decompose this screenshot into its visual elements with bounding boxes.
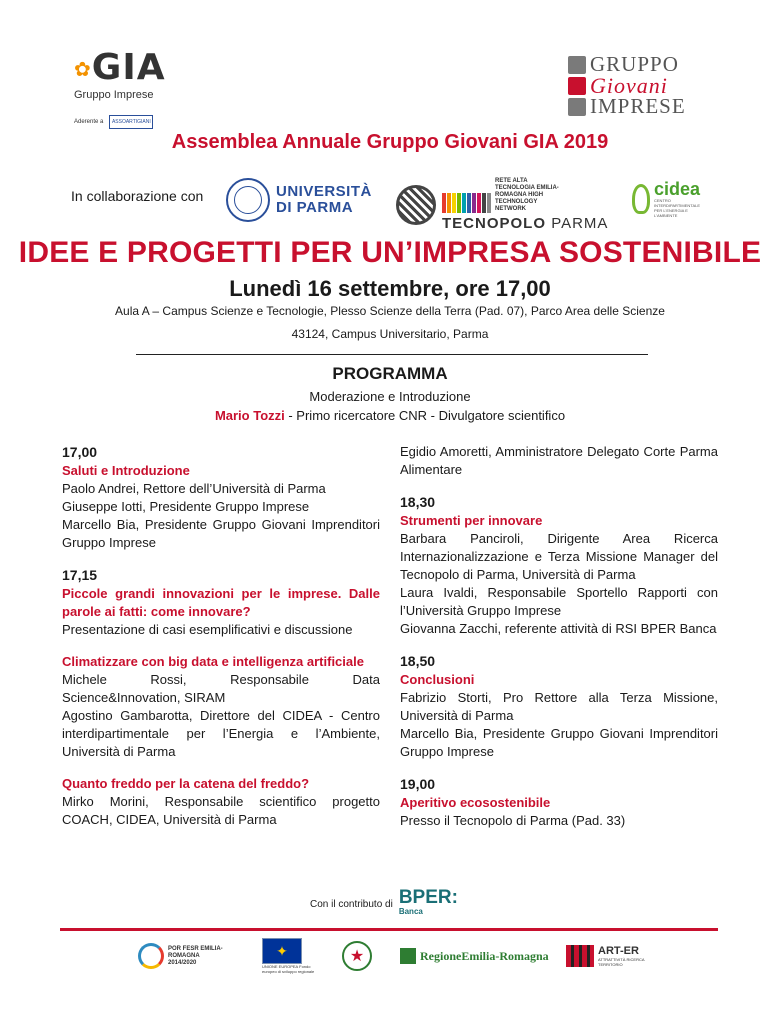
session-time: 18,50 xyxy=(400,653,436,669)
moderator-name: Mario Tozzi xyxy=(214,408,285,423)
session-time: 18,30 xyxy=(400,494,436,510)
speaker-line: Mirko Morini, Responsabile scientifico progetto COACH, CIDEA, Università di Parma xyxy=(62,794,380,827)
tecnopolo-sphere-icon xyxy=(396,185,436,225)
program-block xyxy=(62,775,380,829)
tecnopolo-network-text: RETE ALTA TECNOLOGIA EMILIA-ROMAGNA HIGH TECHNOLOGY NETWORK xyxy=(495,178,559,212)
italian-republic-emblem xyxy=(342,938,372,974)
por-fesr-text: POR FESR EMILIA-ROMAGNA 2014/2020 xyxy=(168,945,223,966)
bper-logo xyxy=(399,888,458,916)
event-venue-line1: Aula A – Campus Scienze e Tecnologie, Plesso Scienze della Terra (Pad. 07), Parco Area delle Scienze xyxy=(115,304,665,318)
program-block xyxy=(400,652,718,761)
session-time: 19,00 xyxy=(400,776,436,792)
gia-logo-sub: Gruppo Imprese xyxy=(74,89,154,101)
session-title: Saluti e Introduzione xyxy=(62,463,190,478)
university-name: UNIVERSITÀ xyxy=(276,183,372,200)
speaker-line: Giuseppe Iotti, Presidente Gruppo Imprese xyxy=(62,499,310,514)
color-bars-icon xyxy=(442,193,491,213)
region-text: RegioneEmilia-Romagna xyxy=(420,948,549,963)
footer-divider xyxy=(60,928,718,931)
cidea-sub: CENTRO INTERDIPARTIMENTALE PER L'ENERGIA E L'AMBIENTE xyxy=(654,198,701,218)
speaker-line: Presentazione di casi esemplificativi e discussione xyxy=(62,622,353,637)
speaker-line: Barbara Panciroli, Dirigente Area Ricerca Internazionalizzazione e Terza Missione Manager del Tecnopolo di Parma, Università di Parma xyxy=(400,531,718,582)
tecnopolo-name: TECNOPOLO xyxy=(442,215,547,232)
assembly-title: Assemblea Annuale Gruppo Giovani GIA 2019 xyxy=(171,131,609,153)
assoartigiani-logo: ASSOARTIGIANI xyxy=(109,115,153,129)
university-parma-logo xyxy=(226,178,372,222)
tecnopolo-city: PARMA xyxy=(551,215,609,232)
por-fesr-mark-icon xyxy=(138,943,164,969)
cidea-logo xyxy=(632,180,704,218)
speaker-line: Michele Rossi, Responsabile Data Science&Innovation, SIRAM xyxy=(62,672,380,705)
event-title: IDEE E PROGETTI PER UN’IMPRESA SOSTENIBILE xyxy=(18,236,762,269)
region-mark-icon xyxy=(400,948,416,964)
eu-logo xyxy=(262,938,322,974)
divider xyxy=(136,354,648,355)
collaboration-label: In collaborazione con xyxy=(71,188,204,204)
university-seal-icon xyxy=(226,178,270,222)
heart-icon xyxy=(568,77,586,95)
program-block xyxy=(62,653,380,761)
program-title: PROGRAMMA xyxy=(332,364,448,383)
art-er-sub: ATTRATTIVITÀ RICERCA TERRITORIO xyxy=(598,956,645,967)
art-er-mark-icon xyxy=(566,945,594,967)
star-emblem-icon: ★ xyxy=(342,941,372,971)
gia-logo-mark: GIA xyxy=(91,47,166,88)
session-title: Quanto freddo per la catena del freddo? xyxy=(62,776,310,791)
sponsor-sub: Banca xyxy=(398,907,423,916)
program-block xyxy=(400,775,718,830)
session-title: Conclusioni xyxy=(400,672,475,687)
moderator-line xyxy=(0,408,780,423)
program-block xyxy=(400,443,718,479)
gruppo-giovani-imprese-logo: GRUPPO Giovani IMPRESE xyxy=(568,54,708,120)
sponsor-label: Con il contributo di xyxy=(310,899,393,910)
eu-text: UNIONE EUROPEA Fondo europeo di sviluppo regionale xyxy=(262,964,315,974)
speaker-line: Marcello Bia, Presidente Gruppo Giovani Imprenditori Gruppo Imprese xyxy=(400,726,718,759)
eu-flag-icon: ✦ xyxy=(262,938,302,964)
art-er-logo xyxy=(566,938,648,974)
gia-logo xyxy=(74,47,194,125)
speaker-line: Presso il Tecnopolo di Parma (Pad. 33) xyxy=(400,813,626,828)
speaker-line: Fabrizio Storti, Pro Rettore alla Terza Missione, Università di Parma xyxy=(400,690,718,723)
moderator-role: - Primo ricercatore CNR - Divulgatore scientifico xyxy=(284,408,566,423)
session-title: Piccole grandi innovazioni per le imprese. Dalle parole ai fatti: come innovare? xyxy=(62,586,380,619)
speaker-line: Giovanna Zacchi, referente attività di RSI BPER Banca xyxy=(400,621,717,636)
session-time: 17,15 xyxy=(62,567,98,583)
program-block xyxy=(62,443,380,552)
cidea-name: cidea xyxy=(654,179,701,199)
event-date: Lunedì 16 settembre, ore 17,00 xyxy=(229,276,551,301)
speaker-line: Paolo Andrei, Rettore dell’Università di Parma xyxy=(62,481,326,496)
speaker-line: Egidio Amoretti, Amministratore Delegato Corte Parma Alimentare xyxy=(400,444,718,477)
speaker-line: Marcello Bia, Presidente Gruppo Giovani Imprenditori Gruppo Imprese xyxy=(62,517,380,550)
lightbulb-icon xyxy=(632,184,650,214)
university-city: DI PARMA xyxy=(276,199,354,216)
gear-icon: ✿ xyxy=(74,57,92,81)
speaker-line: Agostino Gambarotta, Direttore del CIDEA - Centro interdipartimentale per l’Energia e l’Ambiente, Università di Parma xyxy=(62,708,380,759)
program-right-column xyxy=(400,443,718,844)
por-fesr-logo xyxy=(138,938,228,974)
session-title: Climatizzare con big data e intelligenza artificiale xyxy=(62,654,364,669)
program-block xyxy=(400,493,718,638)
tecnopolo-logo xyxy=(396,178,608,232)
art-er-name: ART-ER xyxy=(598,944,639,957)
program-block xyxy=(62,566,380,639)
session-time: 17,00 xyxy=(62,444,98,460)
moderation-label: Moderazione e Introduzione xyxy=(309,389,471,404)
speaker-line: Laura Ivaldi, Responsabile Sportello Rapporti con l’Università Gruppo Imprese xyxy=(400,585,718,618)
regione-emilia-romagna-logo xyxy=(400,938,549,974)
session-title: Aperitivo ecosostenibile xyxy=(400,795,551,810)
hand-icon xyxy=(568,98,586,116)
session-title: Strumenti per innovare xyxy=(400,513,543,528)
sponsor-name: BPER: xyxy=(398,887,458,908)
sponsor xyxy=(310,888,458,916)
program-left-column xyxy=(62,443,380,843)
event-venue-line2: 43124, Campus Universitario, Parma xyxy=(291,327,489,341)
eye-icon xyxy=(568,56,586,74)
adherent-label: Aderente a xyxy=(74,119,104,125)
